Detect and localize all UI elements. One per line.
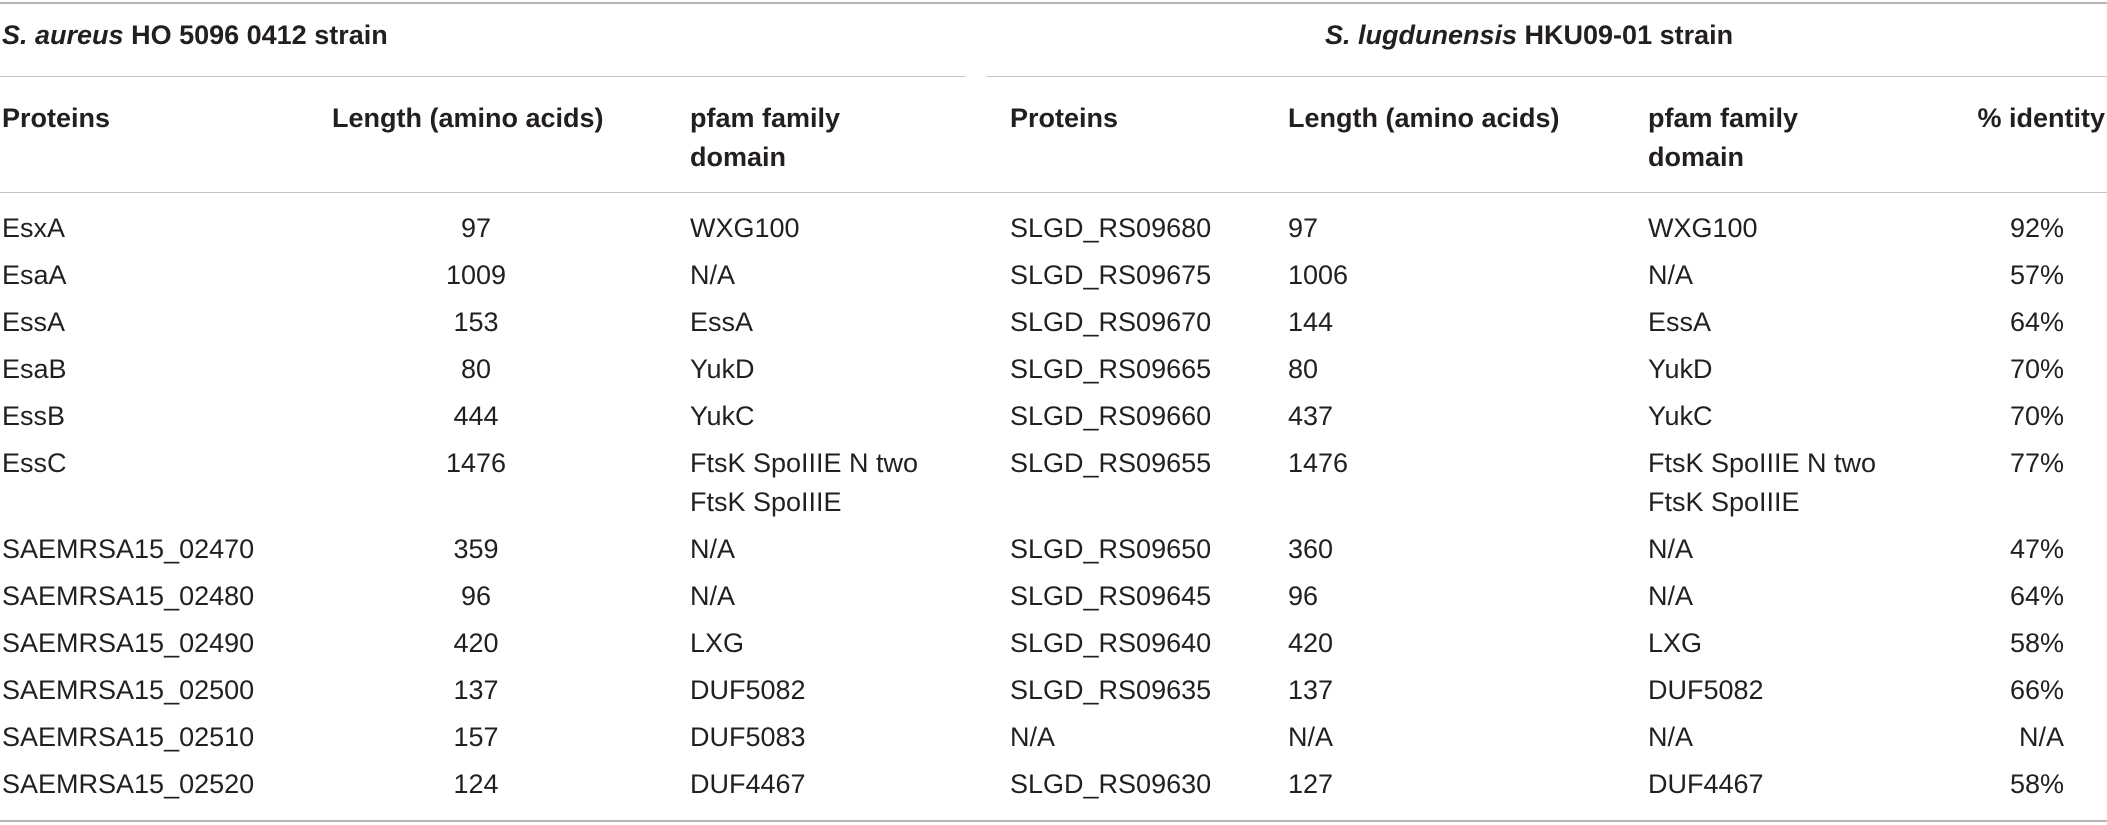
header-right-pfam-line1: pfam family [1648, 103, 1799, 133]
cell-d1 [690, 397, 990, 436]
cell-line: FtsK SpoIIIE N two [1648, 448, 1877, 478]
cell-line: LXG [1648, 628, 1703, 658]
cell-l1: 80 [460, 354, 492, 384]
cell-d1 [690, 671, 990, 710]
cell-id: 58% [2009, 769, 2064, 799]
cell-p2: N/A [1010, 722, 1056, 752]
cell-p1: SAEMRSA15_02480 [2, 581, 255, 611]
cell-line: N/A [1648, 260, 1694, 290]
cell-line: YukC [690, 401, 755, 431]
cell-p1: SAEMRSA15_02500 [2, 675, 255, 705]
table-bottom-rule [0, 820, 2107, 822]
cell-p2: SLGD_RS09630 [1010, 769, 1212, 799]
cell-line: YukD [690, 354, 755, 384]
cell-id: 58% [2009, 628, 2064, 658]
right-strain-name: HKU09-01 strain [1517, 20, 1734, 50]
cell-line: FtsK SpoIIIE [690, 487, 842, 517]
cell-l2: 420 [1288, 628, 1334, 658]
cell-p2: SLGD_RS09665 [1010, 354, 1212, 384]
cell-l1: 420 [453, 628, 499, 658]
cell-l1: 137 [453, 675, 499, 705]
cell-d1 [690, 350, 990, 389]
cell-line: N/A [690, 260, 736, 290]
cell-line: DUF5082 [690, 675, 806, 705]
cell-d1 [690, 765, 990, 804]
cell-p1: SAEMRSA15_02490 [2, 628, 255, 658]
left-group-rule [0, 76, 966, 77]
cell-line: DUF4467 [690, 769, 806, 799]
header-identity: % identity [1977, 103, 2105, 133]
cell-p1: SAEMRSA15_02520 [2, 769, 255, 799]
cell-id: 70% [2009, 401, 2064, 431]
cell-d1 [690, 303, 990, 342]
cell-d1 [690, 444, 990, 522]
cell-p2: SLGD_RS09670 [1010, 307, 1212, 337]
right-strain-species: S. lugdunensis [1325, 20, 1518, 50]
cell-l1: 1009 [445, 260, 507, 290]
header-bottom-rule [0, 192, 2107, 193]
cell-d1 [690, 718, 990, 757]
cell-p2: SLGD_RS09640 [1010, 628, 1212, 658]
cell-p2: SLGD_RS09655 [1010, 448, 1212, 478]
cell-l1: 444 [453, 401, 499, 431]
cell-d1 [690, 256, 990, 295]
cell-line: DUF5083 [690, 722, 806, 752]
cell-line: N/A [1648, 722, 1694, 752]
left-strain-species: S. aureus [2, 20, 124, 50]
cell-p2: SLGD_RS09680 [1010, 213, 1212, 243]
cell-line: N/A [1648, 534, 1694, 564]
header-right-length: Length (amino acids) [1288, 103, 1560, 133]
cell-line: EssA [690, 307, 754, 337]
cell-l1: 359 [453, 534, 499, 564]
cell-l2: N/A [1288, 722, 1334, 752]
header-left-pfam-line1: pfam family [690, 103, 841, 133]
cell-id: 57% [2009, 260, 2064, 290]
header-right-pfam [1648, 99, 1798, 177]
left-strain-title [2, 16, 388, 55]
cell-l2: 437 [1288, 401, 1334, 431]
cell-p1: EssC [2, 448, 67, 478]
header-right-pfam-line2: domain [1648, 142, 1745, 172]
cell-id: 92% [2009, 213, 2064, 243]
cell-l1: 124 [453, 769, 499, 799]
cell-id: 47% [2009, 534, 2064, 564]
cell-line: WXG100 [1648, 213, 1758, 243]
cell-l1: 153 [453, 307, 499, 337]
cell-id: 66% [2009, 675, 2064, 705]
cell-l2: 80 [1288, 354, 1319, 384]
cell-p2: SLGD_RS09675 [1010, 260, 1212, 290]
left-strain-name: HO 5096 0412 strain [123, 20, 388, 50]
cell-d1 [690, 530, 990, 569]
cell-line: N/A [690, 534, 736, 564]
cell-l1: 96 [460, 581, 492, 611]
header-left-length: Length (amino acids) [332, 103, 604, 133]
cell-d1 [690, 624, 990, 663]
cell-p2: SLGD_RS09645 [1010, 581, 1212, 611]
cell-line: LXG [690, 628, 745, 658]
cell-d1 [690, 209, 990, 248]
cell-l2: 96 [1288, 581, 1319, 611]
cell-id: 70% [2009, 354, 2064, 384]
cell-l1: 1476 [445, 448, 507, 478]
right-strain-title [1325, 16, 1733, 55]
cell-l2: 1006 [1288, 260, 1349, 290]
cell-line: DUF5082 [1648, 675, 1764, 705]
cell-id: 64% [2009, 581, 2064, 611]
cell-p1: EsaB [2, 354, 67, 384]
header-left-pfam-line2: domain [690, 142, 787, 172]
cell-p1: SAEMRSA15_02510 [2, 722, 255, 752]
cell-l2: 1476 [1288, 448, 1349, 478]
cell-id: 64% [2009, 307, 2064, 337]
cell-p2: SLGD_RS09660 [1010, 401, 1212, 431]
cell-line: EssA [1648, 307, 1712, 337]
cell-line: FtsK SpoIIIE [1648, 487, 1800, 517]
cell-line: N/A [690, 581, 736, 611]
cell-p1: EsaA [2, 260, 67, 290]
cell-line: WXG100 [690, 213, 800, 243]
cell-p1: EsxA [2, 213, 66, 243]
cell-l2: 97 [1288, 213, 1319, 243]
header-right-proteins: Proteins [1010, 103, 1119, 133]
cell-p2: SLGD_RS09635 [1010, 675, 1212, 705]
cell-p1: EssA [2, 307, 66, 337]
cell-id: N/A [2018, 722, 2064, 752]
cell-p1: EssB [2, 401, 66, 431]
cell-l2: 360 [1288, 534, 1334, 564]
cell-line: N/A [1648, 581, 1694, 611]
header-left-pfam [690, 99, 840, 177]
header-left-proteins: Proteins [2, 103, 111, 133]
cell-l2: 127 [1288, 769, 1334, 799]
right-group-rule [986, 76, 2107, 77]
cell-p2: SLGD_RS09650 [1010, 534, 1212, 564]
cell-line: DUF4467 [1648, 769, 1764, 799]
table-top-rule [0, 2, 2107, 4]
cell-l2: 137 [1288, 675, 1334, 705]
cell-id: 77% [2009, 448, 2064, 478]
cell-l1: 97 [460, 213, 492, 243]
cell-l1: 157 [453, 722, 499, 752]
cell-line: YukD [1648, 354, 1713, 384]
cell-d1 [690, 577, 990, 616]
cell-line: FtsK SpoIIIE N two [690, 448, 919, 478]
cell-l2: 144 [1288, 307, 1334, 337]
cell-p1: SAEMRSA15_02470 [2, 534, 255, 564]
cell-line: YukC [1648, 401, 1713, 431]
